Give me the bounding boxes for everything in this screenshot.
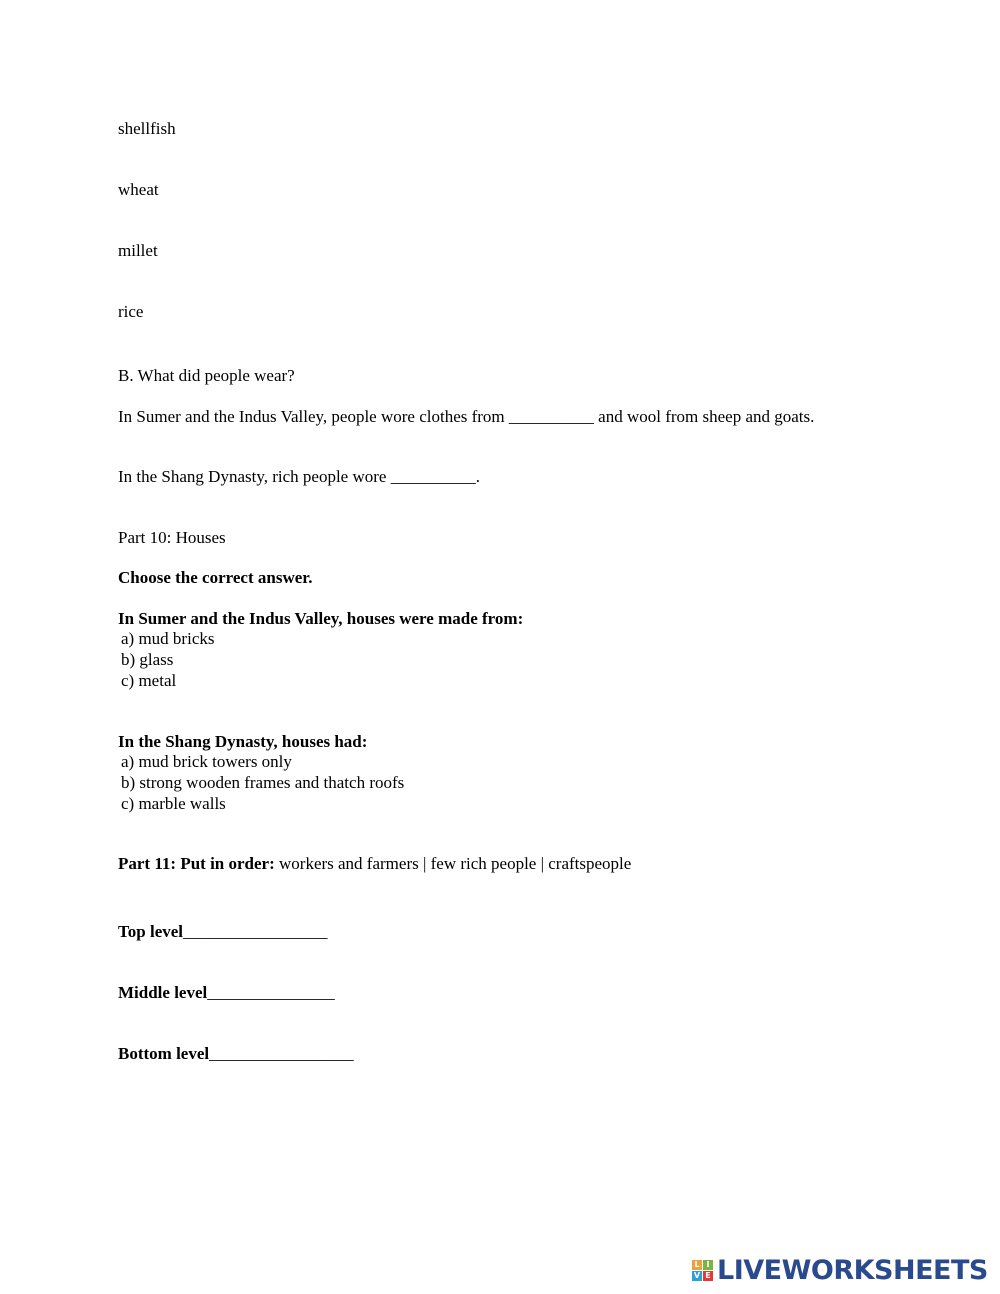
- question-shang-houses: In the Shang Dynasty, houses had:: [118, 732, 368, 751]
- logo-cell-l: L: [692, 1260, 702, 1270]
- question-sumer-houses: In Sumer and the Indus Valley, houses were made from:: [118, 609, 524, 628]
- liveworksheets-logo: [692, 1254, 988, 1286]
- option-mud-brick-towers: a) mud brick towers only: [121, 752, 292, 771]
- top-level-label: Top level: [118, 922, 184, 941]
- part-11-label: Part 11: Put in order:: [118, 854, 275, 873]
- option-glass: b) glass: [121, 650, 174, 669]
- section-b-heading: B. What did people wear?: [118, 366, 295, 385]
- option-wooden-frames: b) strong wooden frames and thatch roofs: [121, 773, 405, 792]
- clothing-sentence-shang: In the Shang Dynasty, rich people wore __________.: [118, 467, 480, 486]
- middle-level-row: [118, 983, 335, 1003]
- part-11-instruction: [118, 854, 631, 874]
- food-item-rice: rice: [118, 302, 144, 321]
- food-item-shellfish: shellfish: [118, 119, 176, 138]
- bottom-level-label: Bottom level: [118, 1044, 210, 1063]
- option-metal: c) metal: [121, 671, 177, 690]
- liveworksheets-logo-text: LIVEWORKSHEETS: [717, 1254, 988, 1286]
- logo-cell-v: V: [693, 1270, 701, 1280]
- option-mud-bricks: a) mud bricks: [121, 629, 215, 648]
- liveworksheets-logo-icon: [692, 1260, 713, 1281]
- bottom-level-blank[interactable]: _________________: [209, 1044, 354, 1063]
- clothing-sentence-sumer: In Sumer and the Indus Valley, people wore clothes from __________ and wool from sheep and goats.: [118, 407, 815, 426]
- option-marble-walls: c) marble walls: [121, 794, 226, 813]
- bottom-level-row: [118, 1044, 354, 1064]
- middle-level-blank[interactable]: _______________: [207, 983, 335, 1002]
- food-item-millet: millet: [118, 241, 158, 260]
- logo-cell-i: I: [703, 1260, 713, 1270]
- part-10-instruction: Choose the correct answer.: [118, 568, 313, 587]
- middle-level-label: Middle level: [118, 983, 208, 1002]
- logo-cell-e: E: [703, 1271, 713, 1281]
- food-item-wheat: wheat: [118, 180, 159, 199]
- top-level-row: [118, 922, 328, 942]
- part-11-items: workers and farmers | few rich people | craftspeople: [274, 854, 632, 873]
- part-10-heading: Part 10: Houses: [118, 528, 226, 547]
- top-level-blank[interactable]: _________________: [183, 922, 328, 941]
